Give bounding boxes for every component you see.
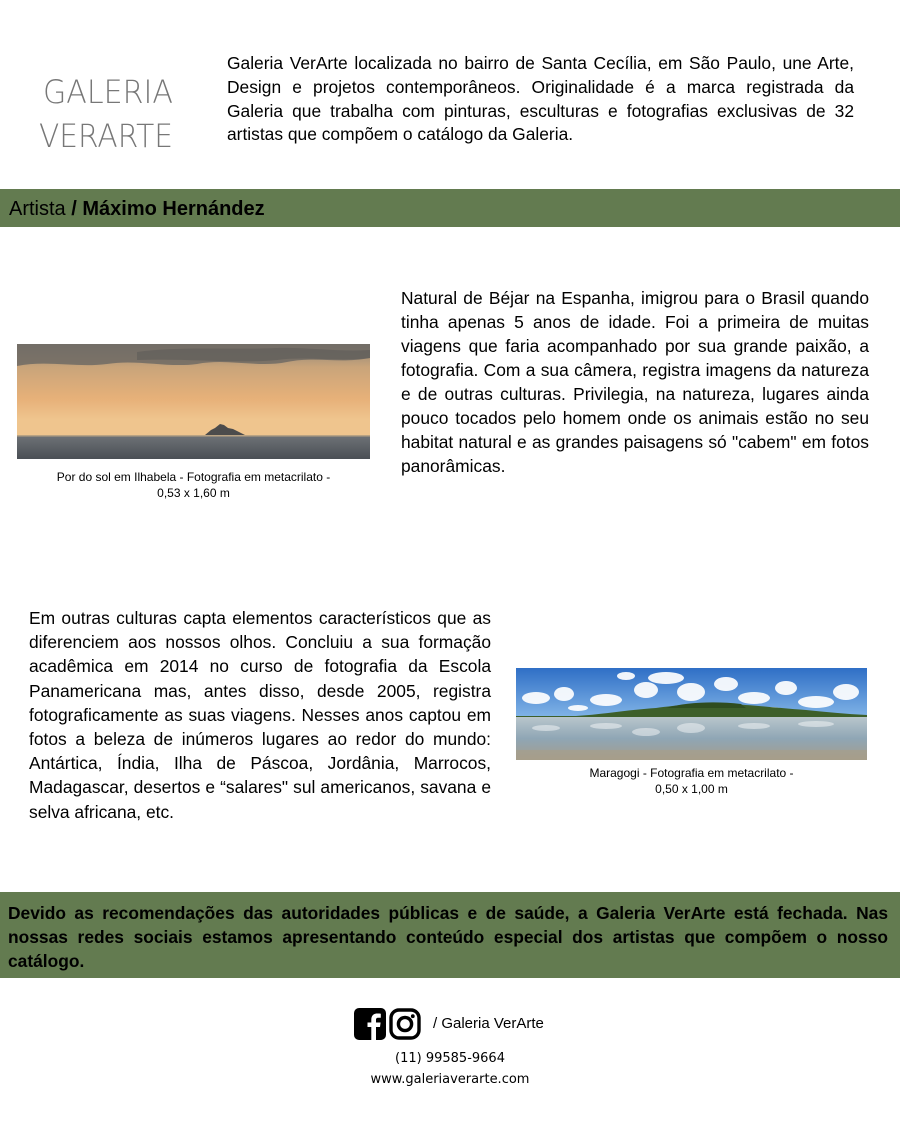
artist-name: Máximo Hernández <box>82 198 265 220</box>
social-links <box>354 1006 544 1042</box>
phone-number: (11) 99585-9664 <box>395 1051 505 1066</box>
artist-bio-paragraph-1: Natural de Béjar na Espanha, imigrou para o Brasil quando tinha apenas 5 anos de idade. Foi a primeira de muitas viagens que faria acompanhado por sua grande paixão, a fotografia. Com a sua câmera, registra imagens da natureza e de outras culturas. Privilegia, na natureza, lugares ainda pouco tocados pelo homem onde os animais estão no seu habitat natural e as grandes paisagens só "cabem" em fotos panorâmicas. <box>401 288 869 476</box>
artist-separator: / <box>65 198 83 220</box>
facebook-icon[interactable] <box>354 1008 386 1040</box>
website-link[interactable]: www.galeriaverarte.com <box>370 1072 530 1087</box>
ilhabela-sunset-photo <box>17 344 370 459</box>
gallery-intro-text: Galeria VerArte localizada no bairro de Santa Cecília, em São Paulo, une Arte, Design e projetos contemporâneos. Originalidade é a marca registrada da Galeria que trabalha com pinturas, esculturas e fotografias exclusivas de 32 artistas que compõem o catálogo da Galeria. <box>227 53 854 145</box>
logo-line-1: GALERIA <box>43 73 173 111</box>
caption-line: 0,53 x 1,60 m <box>157 486 230 500</box>
maragogi-photo-caption <box>516 765 867 797</box>
artist-header-bar <box>0 189 900 227</box>
caption-line: 0,50 x 1,00 m <box>655 782 728 796</box>
maragogi-photo <box>516 668 867 760</box>
artist-label: Artista <box>9 198 66 220</box>
galeria-verarte-logo <box>38 70 178 152</box>
closure-notice-bar <box>0 892 900 978</box>
instagram-icon[interactable] <box>389 1008 421 1040</box>
social-handle: / Galeria VerArte <box>433 1015 544 1032</box>
artist-bio-paragraph-2: Em outras culturas capta elementos característicos que as diferenciem aos nossos olhos. Concluiu a sua formação acadêmica em 2014 no curso de fotografia da Escola Panamericana mas, antes disso, desde 2005, registra fotograficamente as suas viagens. Nesses anos captou em fotos a beleza de inúmeros lugares ao redor do mundo: Antártica, Índia, Ilha de Páscoa, Jordânia, Marrocos, Madagascar, desertos e “salares" sul americanos, savana e selva africana, etc. <box>29 608 491 822</box>
caption-line: Por do sol em Ilhabela - Fotografia em metacrilato - <box>56 470 331 484</box>
caption-line: Maragogi - Fotografia em metacrilato - <box>589 766 794 780</box>
closure-notice-text: Devido as recomendações das autoridades públicas e de saúde, a Galeria VerArte está fechada. Nas nossas redes sociais estamos apresentando conteúdo especial dos artistas que compõem o nosso catálogo. <box>8 903 888 971</box>
ilhabela-photo-caption <box>17 469 370 501</box>
logo-line-2: VERARTE <box>39 117 173 152</box>
